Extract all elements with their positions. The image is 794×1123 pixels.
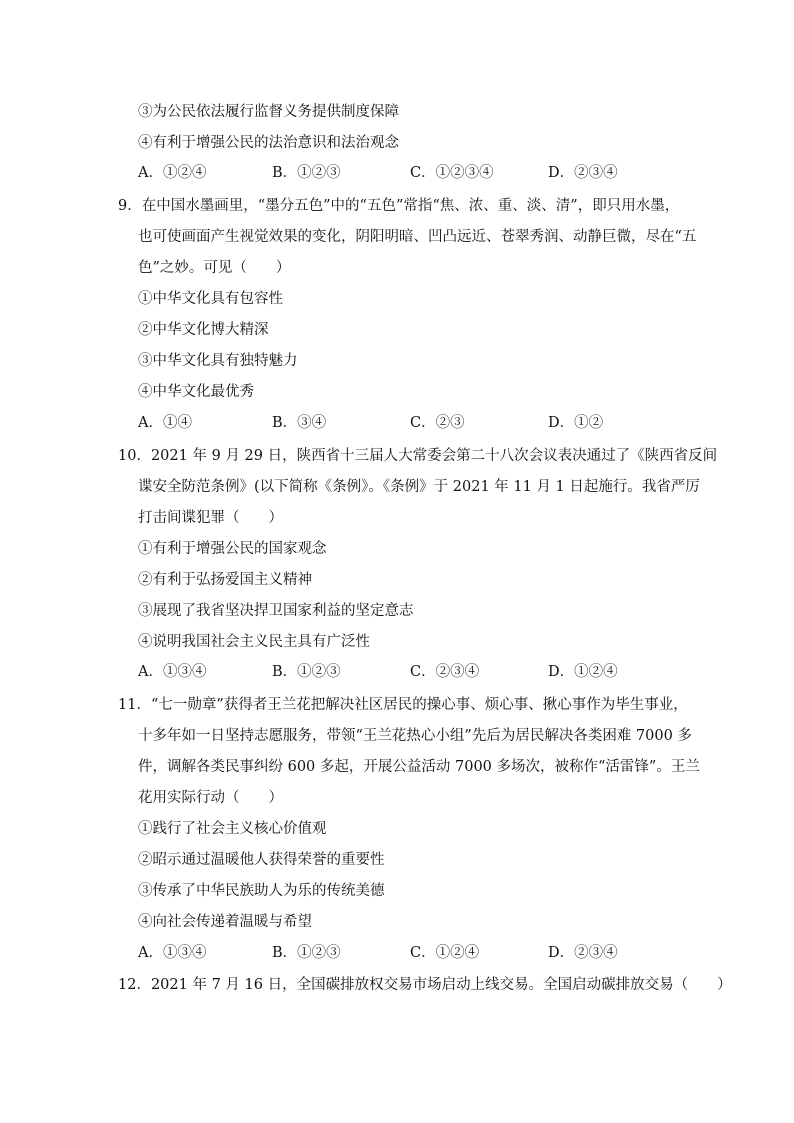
q9-statement-3: ③中华文化具有独特魅力 (138, 353, 298, 369)
q9-statement-1: ①中华文化具有包容性 (138, 291, 283, 307)
q9-statement-2: ②中华文化博大精深 (138, 322, 269, 338)
q9-stem-line-1: 9．在中国水墨画里，“墨分五色”中的“五色”常指“焦、浓、重、淡、清”，即只用水墨， (118, 198, 680, 214)
q10-stem-line-2: 谍安全防范条例》(以下简称《条例》。《条例》于 2021 年 11 月 1 日起施行。我省严厉 (138, 479, 700, 495)
q10-stem-line-3: 打击间谍犯罪（ ） (138, 510, 283, 526)
q11-option-b[interactable]: B．①②③ (272, 945, 341, 961)
q9-stem-line-2: 也可使画面产生视觉效果的变化，阴阳明暗、凹凸远近、苍翠秀润、动静巨微，尽在“五 (138, 229, 697, 245)
q8-option-b[interactable]: B．①②③ (272, 165, 341, 181)
q8-statement-4: ④有利于增强公民的法治意识和法治观念 (138, 135, 399, 151)
q11-statement-3: ③传承了中华民族助人为乐的传统美德 (138, 883, 385, 899)
q10-stem-line-1: 10．2021 年 9 月 29 日，陕西省十三届人大常委会第二十八次会议表决通过了《陕西省反间 (118, 448, 718, 464)
q11-stem-line-4: 花用实际行动（ ） (138, 790, 283, 806)
q9-stem-line-3: 色”之妙。可见（ ） (138, 260, 291, 276)
q10-statement-4: ④说明我国社会主义民主具有广泛性 (138, 634, 370, 650)
q9-option-a[interactable]: A．①④ (138, 415, 192, 431)
q9-option-d[interactable]: D．①② (548, 415, 604, 431)
q9-option-c[interactable]: C．②③ (410, 415, 465, 431)
q9-statement-4: ④中华文化最优秀 (138, 384, 254, 400)
q11-option-a[interactable]: A．①③④ (138, 945, 207, 961)
q11-stem-line-1: 11．“七一勋章”获得者王兰花把解决社区居民的操心事、烦心事、揪心事作为毕生事业， (118, 697, 688, 713)
q11-stem-line-2: 十多年如一日坚持志愿服务，带领“王兰花热心小组”先后为居民解决各类困难 7000 多 (138, 728, 692, 744)
q8-statement-3: ③为公民依法履行监督义务提供制度保障 (138, 104, 399, 120)
q8-option-d[interactable]: D．②③④ (548, 165, 618, 181)
q8-option-c[interactable]: C．①②③④ (410, 165, 494, 181)
q11-stem-line-3: 件，调解各类民事纠纷 600 多起，开展公益活动 7000 多场次，被称作“活雷锋”。王兰 (138, 759, 700, 775)
q11-option-c[interactable]: C．①②④ (410, 945, 480, 961)
q10-statement-2: ②有利于弘扬爱国主义精神 (138, 572, 312, 588)
q11-statement-4: ④向社会传递着温暖与希望 (138, 914, 312, 930)
q10-option-a[interactable]: A．①③④ (138, 664, 207, 680)
q9-option-b[interactable]: B．③④ (272, 415, 327, 431)
q10-option-b[interactable]: B．①②③ (272, 664, 341, 680)
q11-statement-2: ②昭示通过温暖他人获得荣誉的重要性 (138, 852, 385, 868)
q10-option-c[interactable]: C．②③④ (410, 664, 480, 680)
q12-stem-line-1: 12．2021 年 7 月 16 日，全国碳排放权交易市场启动上线交易。全国启动碳排放交易（ ） (118, 977, 732, 993)
q10-option-d[interactable]: D．①②④ (548, 664, 618, 680)
q8-option-a[interactable]: A．①②④ (138, 165, 207, 181)
q11-statement-1: ①践行了社会主义核心价值观 (138, 821, 327, 837)
q11-option-d[interactable]: D．②③④ (548, 945, 618, 961)
q10-statement-1: ①有利于增强公民的国家观念 (138, 541, 327, 557)
q10-statement-3: ③展现了我省坚决捍卫国家利益的坚定意志 (138, 603, 414, 619)
